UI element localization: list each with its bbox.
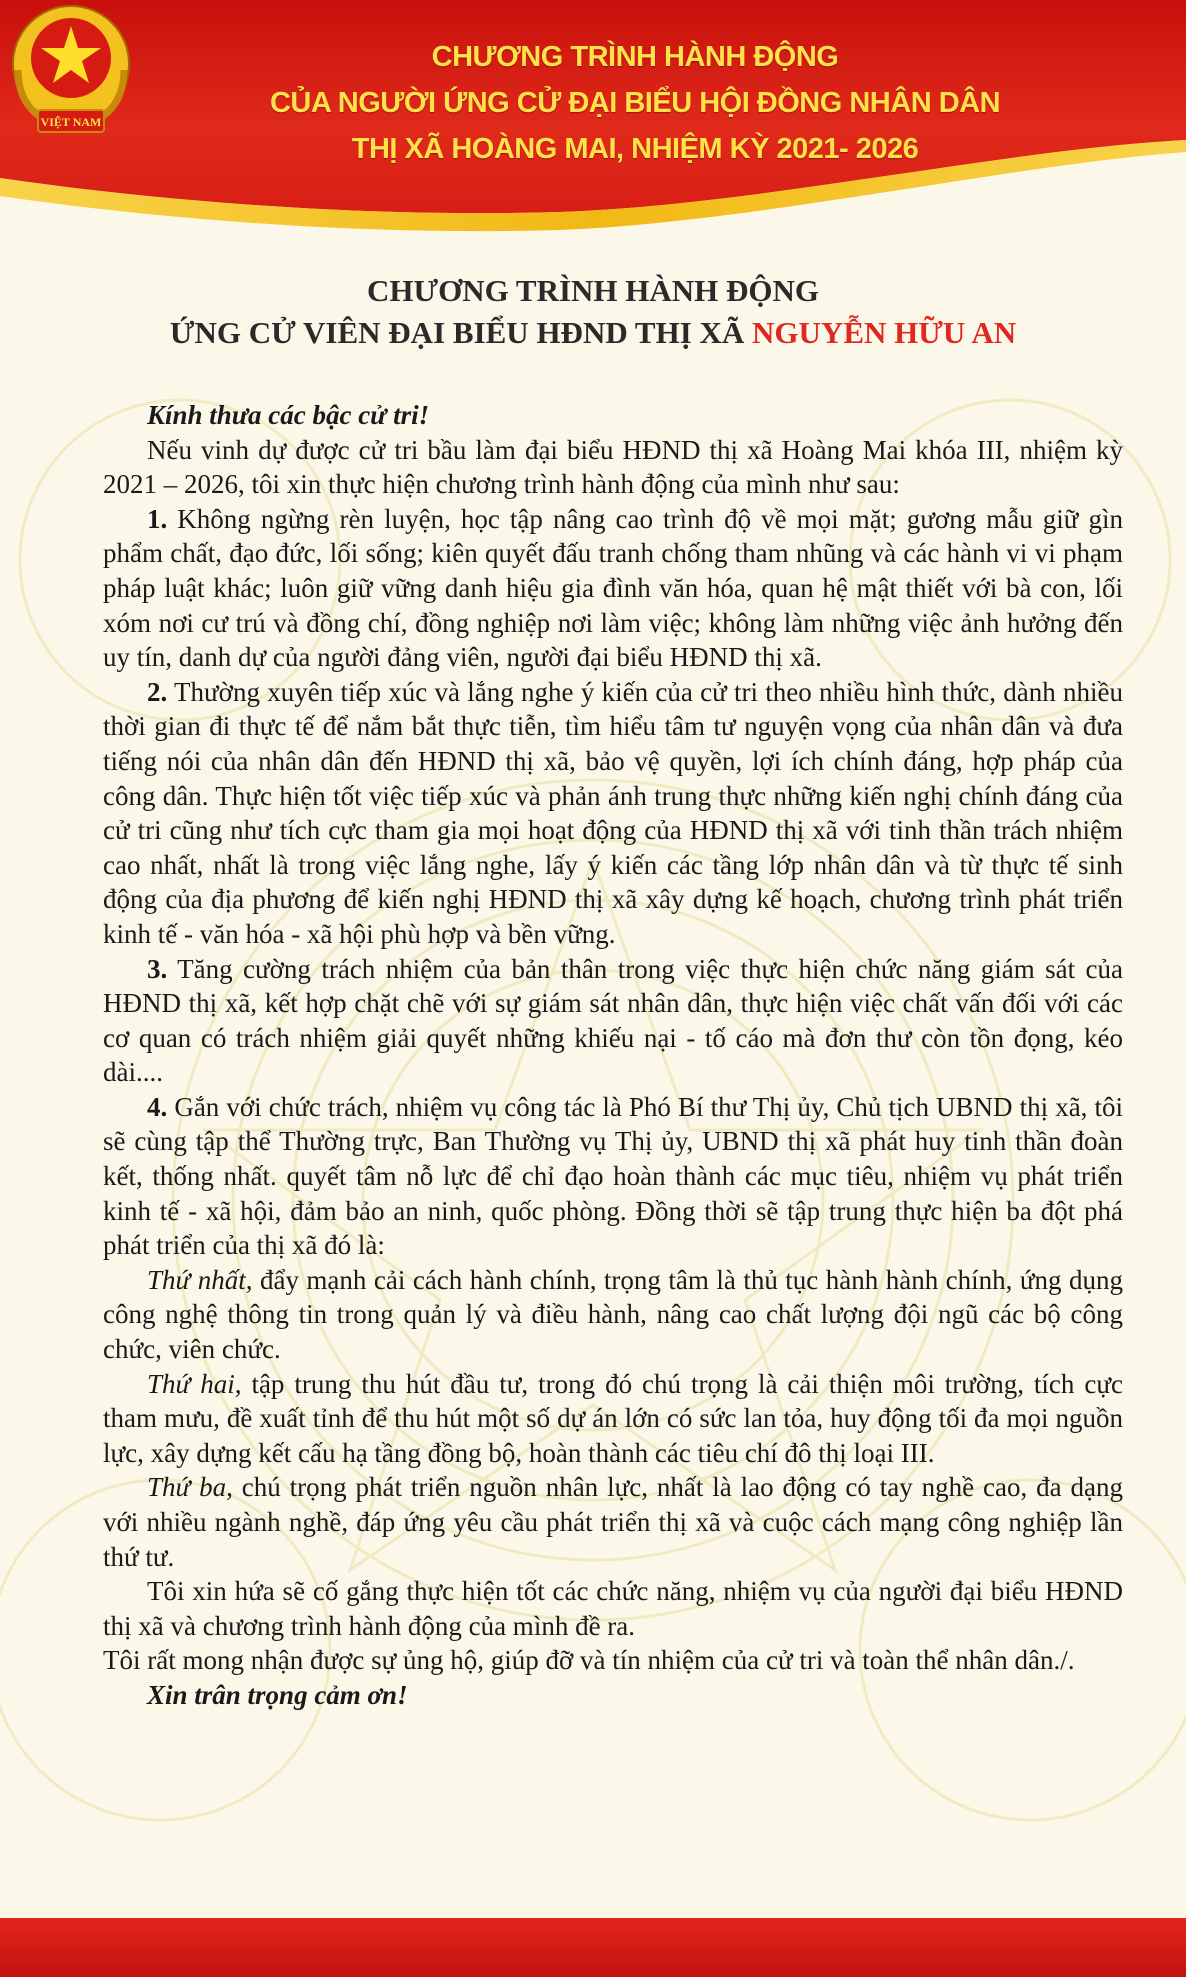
item-2-text: Thường xuyên tiếp xúc và lắng nghe ý kiến của cử tri theo nhiều hình thức, dành nhiều thời gian đi thực tế để nắm bắt thực tiễn, tìm hiểu tâm tư nguyện vọng của nhân dân và đưa tiếng nói của nhân dân đến HĐND thị xã, bảo vệ quyền, lợi ích chính đáng, hợp pháp của công dân. Thực hiện tốt việc tiếp xúc và phản ánh trung thực những kiến nghị chính đáng của cử tri cũng như tích cực tham gia mọi hoạt động của HĐND thị xã với tinh thần trách nhiệm cao nhất, nhất là trong việc lắng nghe, lấy ý kiến các tầng lớp nhân dân và từ thực tế sinh động của địa phương để kiến nghị HĐND thị xã xây dựng kế hoạch, chương trình phát triển kinh tế - văn hóa - xã hội phù hợp và bền vững. [103,676,1123,949]
breakthrough-1-text: đẩy mạnh cải cách hành chính, trọng tâm là thủ tục hành hành chính, ứng dụng công nghệ thông tin trong quản lý và điều hành, nâng cao chất lượng đội ngũ các bộ công chức, viên chức. [103,1264,1123,1365]
breakthrough-2 [103,1367,1123,1471]
item-1 [103,502,1123,675]
title-prefix: ỨNG CỬ VIÊN ĐẠI BIỂU HĐND THỊ XÃ [169,315,753,350]
document-title-line-2 [0,312,1186,354]
item-3 [103,952,1123,1090]
breakthrough-1-label: Thứ nhất, [147,1264,253,1295]
item-3-number: 3. [147,953,168,984]
breakthrough-3-label: Thứ ba, [147,1472,233,1503]
closing-paragraph: Tôi rất mong nhận được sự ủng hộ, giúp đỡ và tín nhiệm của cử tri và toàn thể nhân dân./. [103,1645,1075,1676]
document-title [0,270,1186,354]
breakthrough-3-text: chú trọng phát triển nguồn nhân lực, nhất là lao động có tay nghề cao, đa dạng với nhiều ngành nghề, đáp ứng yêu cầu phát triển thị xã và cuộc cách mạng công nghiệp lần thứ tư. [103,1472,1123,1572]
header-banner [0,0,1186,250]
item-1-number: 1. [147,503,168,534]
greeting: Kính thưa các bậc cử tri! [147,400,430,430]
document-title-line-1: CHƯƠNG TRÌNH HÀNH ĐỘNG [366,273,820,308]
emblem-text: VIỆT NAM [40,115,102,129]
breakthrough-1 [103,1263,1123,1367]
promise-paragraph: Tôi xin hứa sẽ cố gắng thực hiện tốt các chức năng, nhiệm vụ của người đại biểu HĐND thị xã và chương trình hành động của mình đề ra. [103,1576,1123,1641]
banner-title-line-2: CỦA NGƯỜI ỨNG CỬ ĐẠI BIỂU HỘI ĐỒNG NHÂN DÂN [269,87,1001,119]
footer-band [0,1918,1186,1977]
breakthrough-2-text: tập trung thu hút đầu tư, trong đó chú trọng là cải thiện môi trường, tích cực tham mưu, đề xuất tỉnh để thu hút một số dự án lớn có sức lan tỏa, huy động tối đa mọi nguồn lực, xây dựng kết cấu hạ tầng đồng bộ, hoàn thành các tiêu chí đô thị loại III. [103,1368,1123,1468]
item-3-text: Tăng cường trách nhiệm của bản thân trong việc thực hiện chức năng giám sát của HĐND thị xã, kết hợp chặt chẽ với sự giám sát nhân dân, thực hiện việc chất vấn đối với các cơ quan có trách nhiệm giải quyết những khiếu nại - tố cáo mà đơn thư còn tồn đọng, kéo dài.... [103,953,1123,1088]
item-4-number: 4. [147,1091,168,1122]
item-4 [103,1090,1123,1263]
breakthrough-3 [103,1470,1123,1574]
item-1-text: Không ngừng rèn luyện, học tập nâng cao trình độ về mọi mặt; gương mẫu giữ gìn phẩm chất, đạo đức, lối sống; kiên quyết đấu tranh chống tham nhũng và các hành vi vi phạm pháp luật khác; luôn giữ vững danh hiệu gia đình văn hóa, quan hệ mật thiết với bà con, lối xóm nơi cư trú và đồng chí, đồng nghiệp nơi làm việc; không làm những việc ảnh hưởng đến uy tín, danh dự của người đảng viên, người đại biểu HĐND thị xã. [103,503,1123,673]
item-2-number: 2. [147,676,168,707]
item-4-text: Gắn với chức trách, nhiệm vụ công tác là Phó Bí thư Thị ủy, Chủ tịch UBND thị xã, tôi sẽ cùng tập thể Thường trực, Ban Thường vụ Thị ủy, UBND thị xã phát huy tinh thần đoàn kết, thống nhất. quyết tâm nỗ lực để chỉ đạo hoàn thành các mục tiêu, nhiệm vụ phát triển kinh tế - xã hội, đảm bảo an ninh, quốc phòng. Đồng thời sẽ tập trung thực hiện ba đột phá phát triển của thị xã đó là: [103,1091,1123,1261]
document-body [103,398,1123,1713]
banner-title-line-1: CHƯƠNG TRÌNH HÀNH ĐỘNG [431,41,839,73]
item-2 [103,675,1123,952]
banner-title [255,34,1015,172]
banner-title-line-3: THỊ XÃ HOÀNG MAI, NHIỆM KỲ 2021- 2026 [351,133,919,165]
candidate-name: NGUYỄN HỮU AN [752,315,1017,350]
breakthrough-2-label: Thứ hai, [147,1368,242,1399]
national-emblem-icon [0,0,142,142]
intro-paragraph: Nếu vinh dự được cử tri bầu làm đại biểu HĐND thị xã Hoàng Mai khóa III, nhiệm kỳ 2021 – 2026, tôi xin thực hiện chương trình hành động của mình như sau: [103,434,1123,500]
thanks: Xin trân trọng cảm ơn! [147,1679,408,1710]
